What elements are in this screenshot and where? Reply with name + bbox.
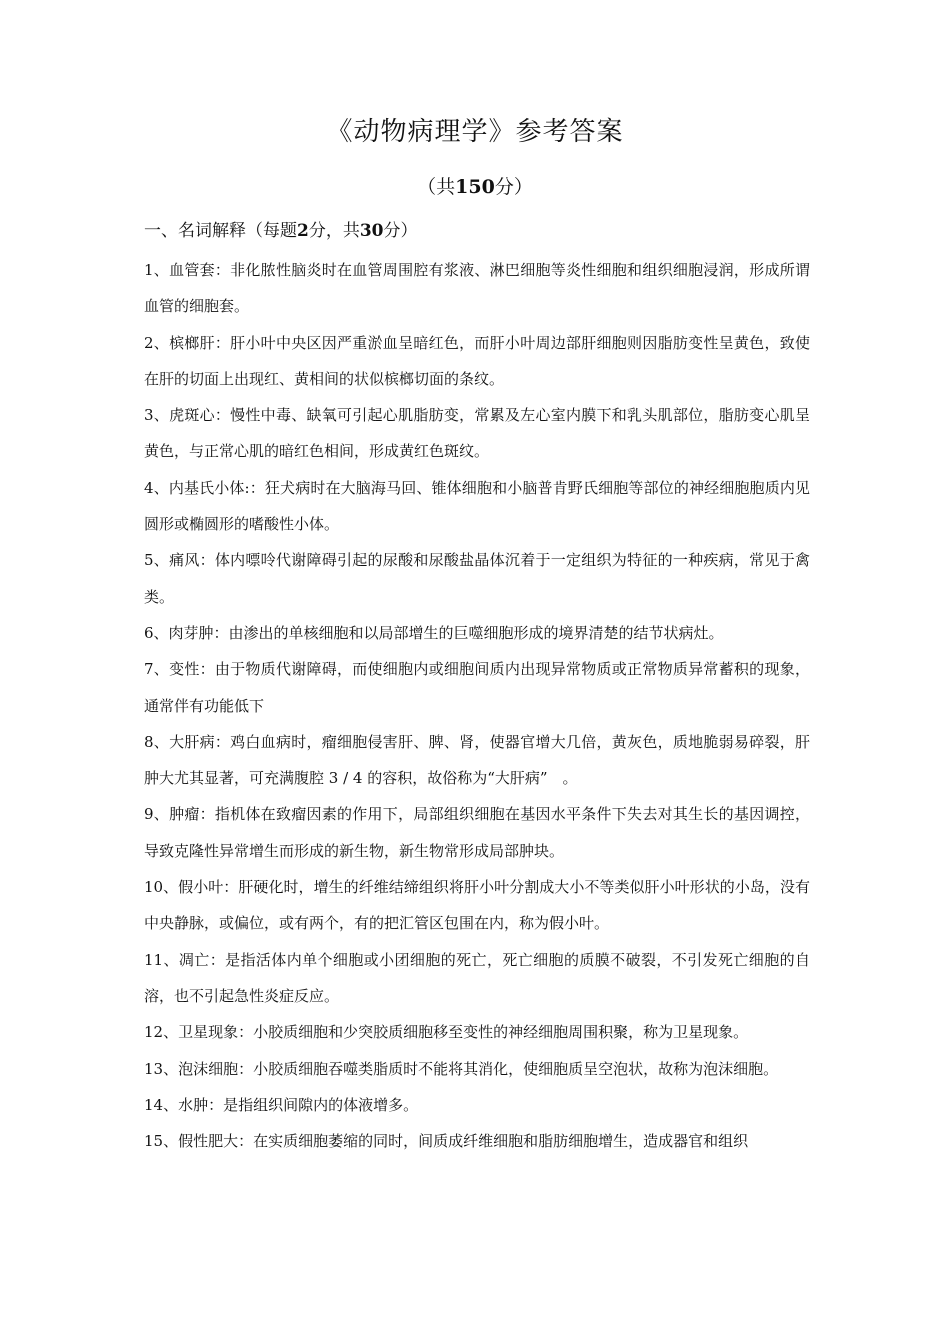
section-middle: 分，共: [308, 221, 360, 241]
term-list: [144, 252, 810, 1159]
section-heading: [144, 214, 824, 248]
term-item: 1、血管套：非化脓性脑炎时在血管周围腔有浆液、淋巴细胞等炎性细胞和组织细胞浸润，形成所谓血管的细胞套。: [144, 261, 810, 316]
term-item: 7、变性：由于物质代谢障碍，而使细胞内或细胞间质内出现异常物质或正常物质异常蓄积的现象，通常伴有功能低下: [144, 660, 810, 715]
per-item-points: 2: [297, 221, 309, 241]
section-suffix: 分）: [383, 221, 418, 241]
term-item: 14、水肿：是指组织间隙内的体液增多。: [144, 1095, 419, 1114]
term-item: 6、肉芽肿：由渗出的单核细胞和以局部增生的巨噬细胞形成的境界清楚的结节状病灶。: [144, 623, 724, 642]
term-item: 8、大肝病：鸡白血病时，瘤细胞侵害肝、脾、肾，使器官增大几倍，黄灰色，质地脆弱易碎裂，肝肿大尤其显著，可充满腹腔 3 / 4 的容积，故俗称为“大肝病” 。: [144, 732, 810, 788]
term-item: 10、假小叶：肝硬化时，增生的纤维结缔组织将肝小叶分割成大小不等类似肝小叶形状的小岛，没有中央静脉，或偏位，或有两个，有的把汇管区包围在内，称为假小叶。: [144, 878, 810, 933]
document-title: 《动物病理学》参考答案: [326, 117, 624, 147]
term-item: 15、假性肥大：在实质细胞萎缩的同时，间质成纤维细胞和脂肪细胞增生，造成器官和组织: [144, 1132, 749, 1151]
term-item: 11、凋亡：是指活体内单个细胞或小团细胞的死亡，死亡细胞的质膜不破裂，不引发死亡细胞的自溶，也不引起急性炎症反应。: [144, 950, 810, 1005]
document-subtitle: [0, 170, 950, 204]
subtitle-suffix: 分）: [494, 176, 533, 198]
term-item: 3、虎斑心：慢性中毒、缺氧可引起心肌脂肪变，常累及左心室内膜下和乳头肌部位，脂肪变心肌呈黄色，与正常心肌的暗红色相间，形成黄红色斑纹。: [144, 406, 810, 461]
term-item: 13、泡沫细胞：小胶质细胞吞噬类脂质时不能将其消化，使细胞质呈空泡状，故称为泡沫细胞。: [144, 1059, 779, 1078]
term-item: 9、肿瘤：指机体在致瘤因素的作用下，局部组织细胞在基因水平条件下失去对其生长的基因调控，导致克隆性异常增生而形成的新生物，新生物常形成局部肿块。: [144, 805, 810, 860]
term-item: 5、痛风：体内嘌呤代谢障碍引起的尿酸和尿酸盐晶体沉着于一定组织为特征的一种疾病，常见于禽类。: [144, 551, 810, 606]
section-prefix: 一、名词解释（每题: [144, 221, 297, 241]
total-score: 150: [455, 176, 495, 198]
section-total-points: 30: [359, 221, 384, 241]
term-item: 4、内基氏小体:：狂犬病时在大脑海马回、锥体细胞和小脑普肯野氏细胞等部位的神经细胞胞质内见圆形或椭圆形的嗜酸性小体。: [144, 478, 810, 534]
term-item: 2、槟榔肝：肝小叶中央区因严重淤血呈暗红色，而肝小叶周边部肝细胞则因脂肪变性呈黄色，致使在肝的切面上出现红、黄相间的状似槟榔切面的条纹。: [144, 333, 810, 388]
subtitle-prefix: （共: [417, 176, 456, 198]
term-item: 12、卫星现象：小胶质细胞和少突胶质细胞移至变性的神经细胞周围积聚，称为卫星现象。: [144, 1023, 749, 1042]
